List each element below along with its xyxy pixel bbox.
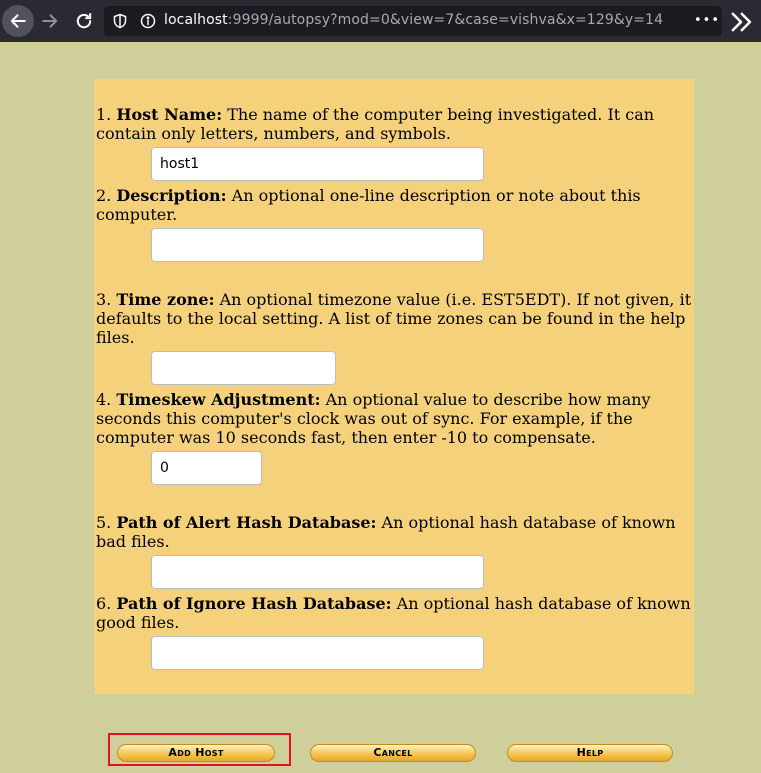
- time-zone-label: [96, 290, 692, 347]
- field-number: 1.: [96, 105, 112, 124]
- field-description: An optional hash database of known bad files.: [96, 513, 676, 551]
- page-actions-icon[interactable]: •••: [694, 13, 721, 28]
- help-button[interactable]: Help: [507, 744, 673, 762]
- url-host: localhost: [164, 12, 228, 28]
- field-title: Path of Ignore Hash Database:: [116, 594, 392, 613]
- forward-arrow-icon[interactable]: [34, 5, 66, 37]
- timeskew-input[interactable]: [151, 451, 262, 485]
- host-name-input[interactable]: [151, 147, 484, 181]
- field-description: An optional one-line description or note about this computer.: [96, 186, 641, 224]
- description-label: [96, 186, 692, 224]
- alert-hash-input[interactable]: [151, 555, 484, 589]
- time-zone-input[interactable]: [151, 351, 336, 385]
- field-description: An optional value to describe how many seconds this computer's clock was out of sync. For example, if the computer was 10 seconds fast, then enter -10 to compensate.: [96, 390, 651, 447]
- field-number: 3.: [96, 290, 112, 309]
- ignore-hash-input[interactable]: [151, 636, 484, 670]
- alert-hash-label: [96, 513, 692, 551]
- cancel-button[interactable]: Cancel: [310, 744, 476, 762]
- field-description: The name of the computer being investigated. It can contain only letters, numbers, and symbols.: [96, 105, 655, 143]
- field-number: 6.: [96, 594, 112, 613]
- field-description: An optional hash database of known good files.: [96, 594, 691, 632]
- host-name-label: [96, 105, 692, 143]
- url-path: :9999/autopsy?mod=0&view=7&case=vishva&x=129&y=14: [227, 12, 664, 28]
- add-host-button[interactable]: Add Host: [117, 744, 275, 762]
- url-text[interactable]: [164, 12, 663, 28]
- timeskew-label: [96, 390, 692, 447]
- back-arrow-icon[interactable]: [2, 5, 34, 37]
- field-title: Description:: [116, 186, 227, 205]
- ignore-hash-label: [96, 594, 692, 632]
- description-input[interactable]: [151, 228, 484, 262]
- chevron-overflow-icon[interactable]: [728, 9, 754, 33]
- add-host-form: [94, 79, 694, 694]
- field-number: 4.: [96, 390, 112, 409]
- field-description: An optional timezone value (i.e. EST5EDT). If not given, it defaults to the local setting. A list of time zones can be found in the help files.: [96, 290, 692, 347]
- field-title: Timeskew Adjustment:: [116, 390, 321, 409]
- browser-toolbar: [0, 0, 761, 42]
- field-title: Host Name:: [116, 105, 223, 124]
- field-number: 2.: [96, 186, 112, 205]
- shield-icon[interactable]: [112, 13, 128, 29]
- field-title: Path of Alert Hash Database:: [116, 513, 377, 532]
- address-bar[interactable]: [104, 6, 722, 36]
- field-number: 5.: [96, 513, 112, 532]
- reload-icon[interactable]: [68, 5, 100, 37]
- info-icon[interactable]: [140, 13, 156, 29]
- field-title: Time zone:: [116, 290, 215, 309]
